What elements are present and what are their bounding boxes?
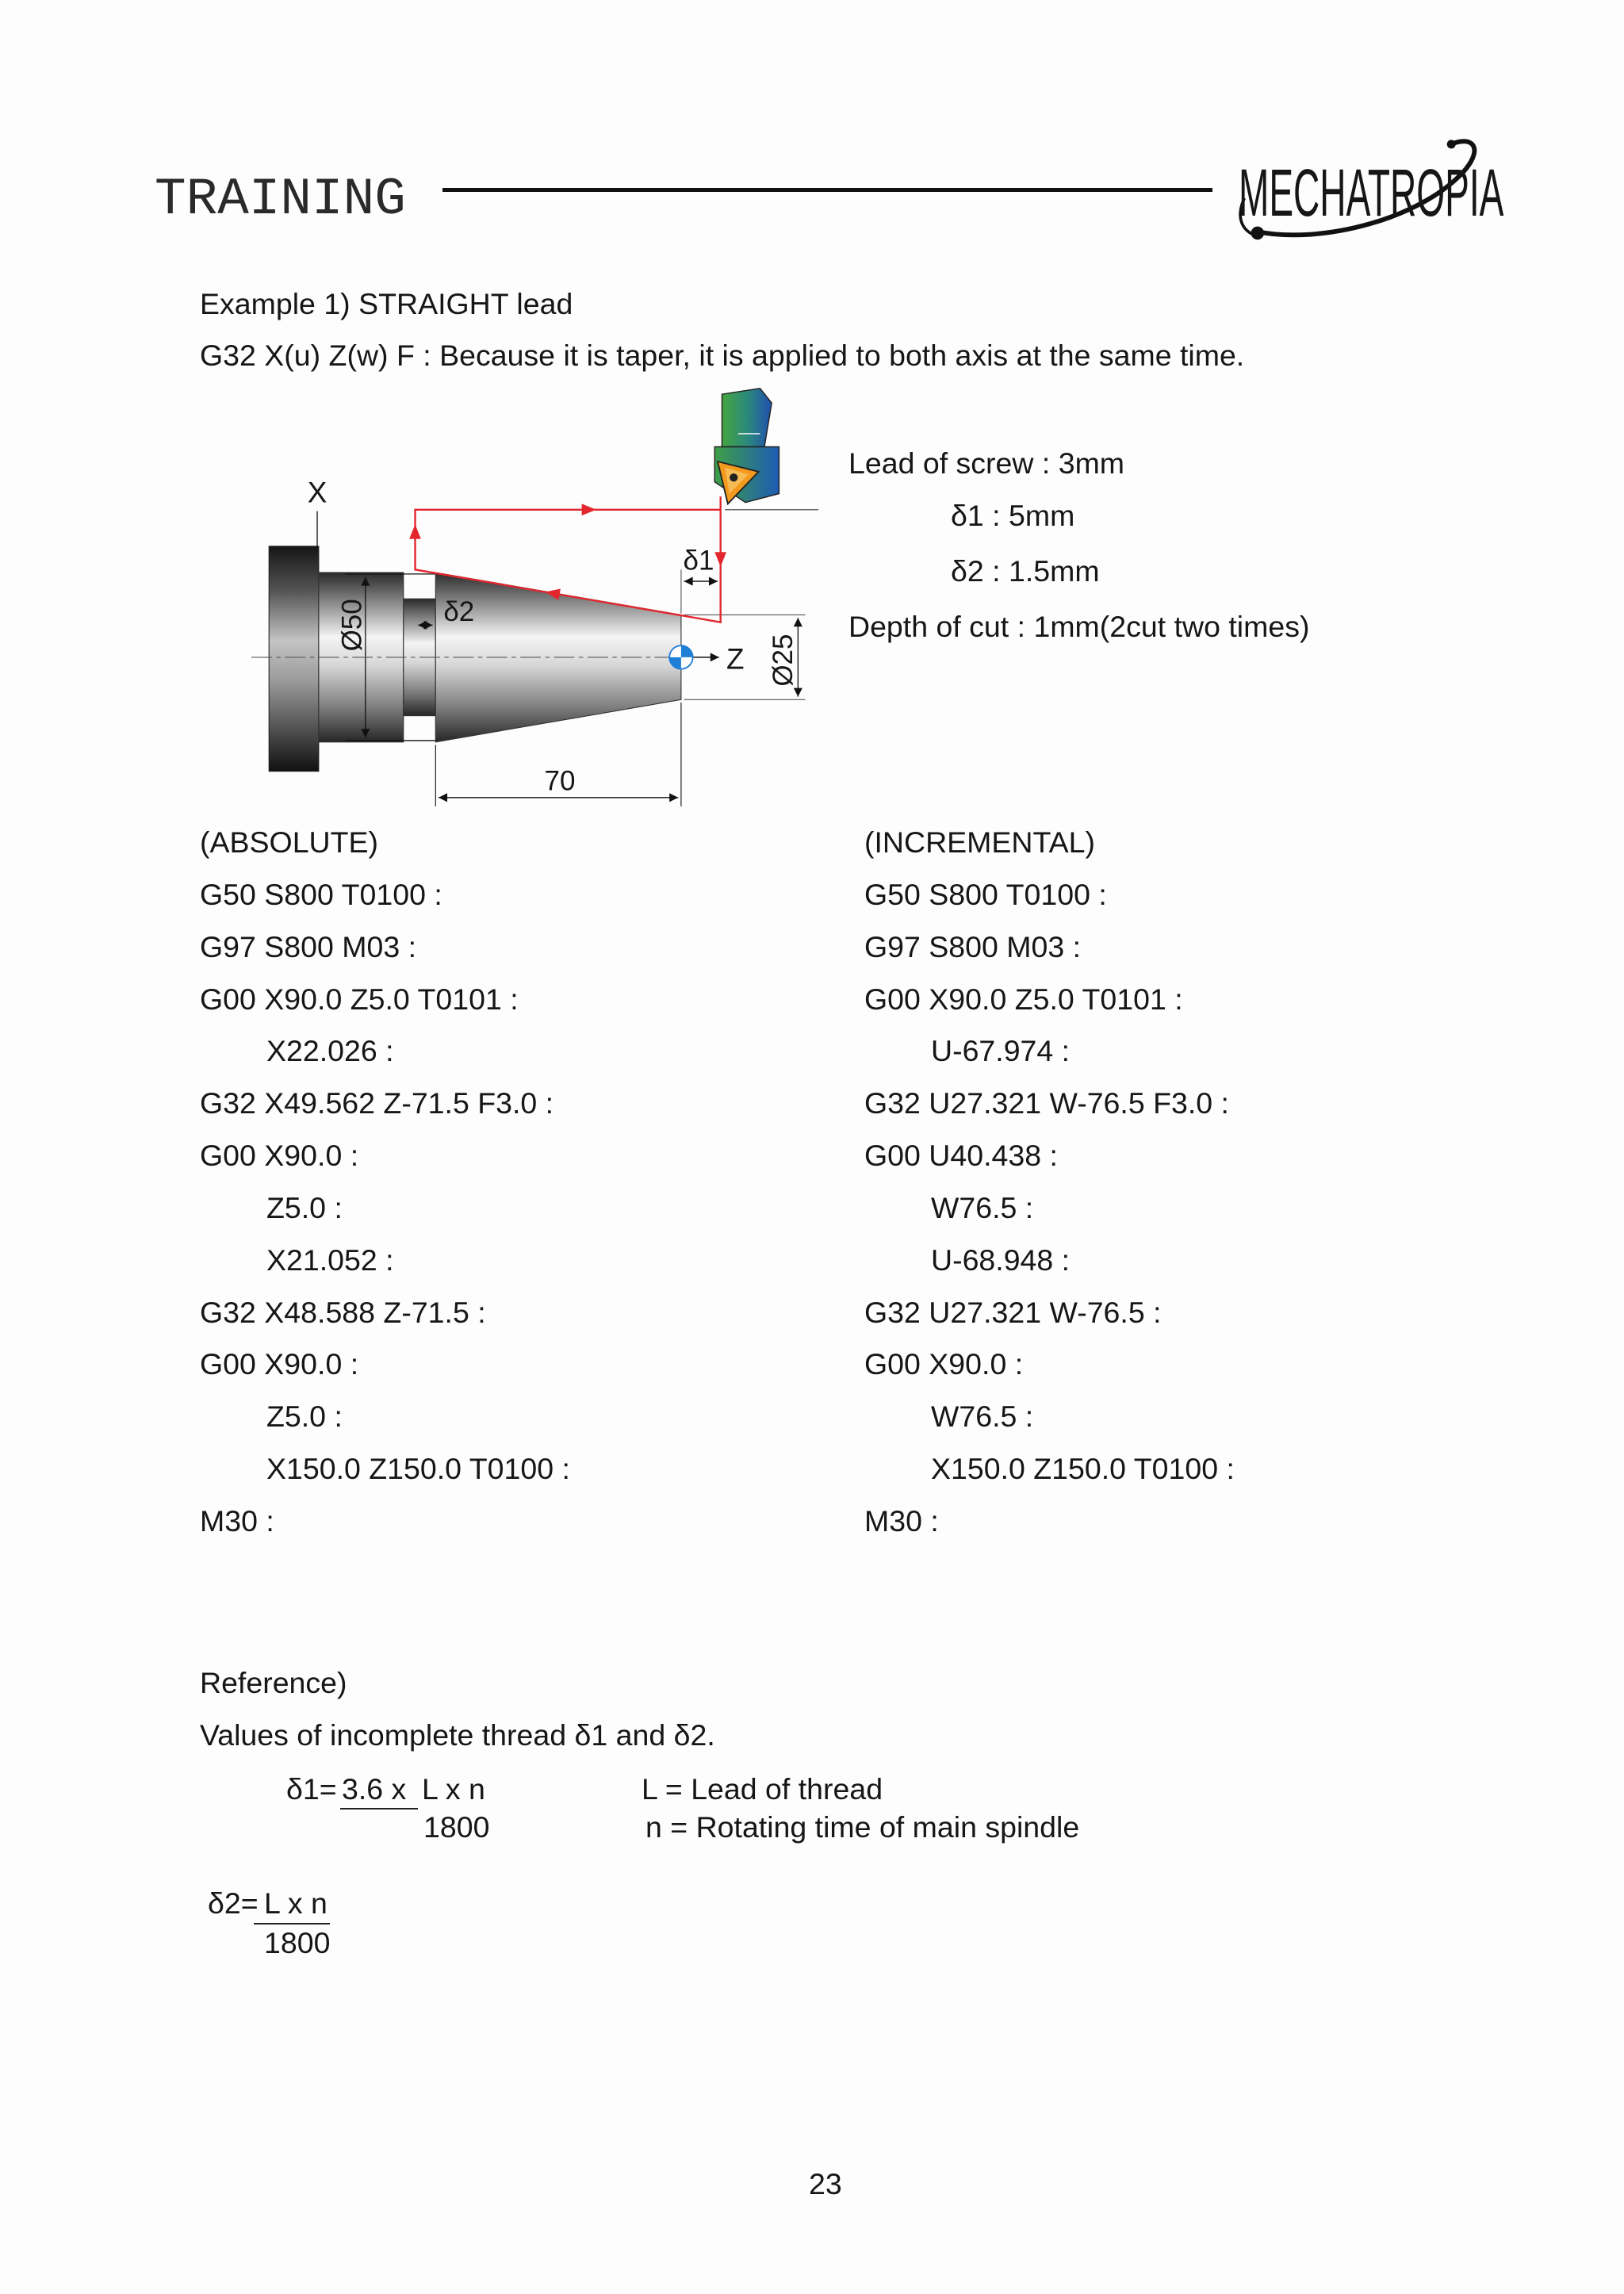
- incremental-program: [864, 817, 1235, 1548]
- program-heading: (INCREMENTAL): [864, 825, 1095, 859]
- tool-path-arrow-down: [714, 552, 726, 566]
- spec-depth-of-cut: Depth of cut : 1mm(2cut two times): [848, 610, 1310, 643]
- code-line: G32 U27.321 W-76.5 :: [864, 1295, 1162, 1329]
- large-diameter-label: Ø50: [336, 599, 368, 652]
- code-line: Z5.0 :: [266, 1190, 343, 1224]
- delta1-label: δ1: [683, 545, 714, 576]
- mechatropia-logo: [1234, 134, 1511, 251]
- code-line: W76.5 :: [931, 1190, 1034, 1224]
- spec-delta1: δ1 : 5mm: [951, 499, 1075, 532]
- code-line: M30 :: [864, 1503, 939, 1538]
- code-line: G32 X49.562 Z-71.5 F3.0 :: [200, 1086, 554, 1120]
- code-line: U-68.948 :: [931, 1243, 1071, 1277]
- header-rule: [442, 188, 1212, 192]
- logo-dot: [1447, 140, 1456, 148]
- delta2-formula-denominator: 1800: [264, 1926, 331, 1959]
- program-origin-marker: [669, 645, 692, 668]
- example-description: G32 X(u) Z(w) F : Because it is taper, it is applied to both axis at the same time.: [200, 339, 1245, 372]
- reference-intro: Values of incomplete thread δ1 and δ2.: [200, 1718, 715, 1752]
- length-label: 70: [544, 765, 576, 797]
- code-line: G97 S800 M03 :: [864, 929, 1082, 963]
- taper-thread-diagram: [234, 377, 848, 815]
- threading-tool: [714, 389, 779, 504]
- code-line: X150.0 Z150.0 T0100 :: [931, 1452, 1235, 1486]
- code-line: G50 S800 T0100 :: [864, 877, 1107, 911]
- code-line: G00 U40.438 :: [864, 1139, 1058, 1173]
- spec-delta2: δ2 : 1.5mm: [951, 554, 1100, 588]
- delta2-formula-lhs: δ2=: [208, 1886, 259, 1920]
- reference-heading: Reference): [200, 1666, 347, 1699]
- delta2-label: δ2: [443, 596, 475, 627]
- code-line: W76.5 :: [931, 1400, 1034, 1434]
- page-header-title: TRAINING: [155, 170, 406, 229]
- code-line: G00 X90.0 :: [200, 1139, 359, 1173]
- code-line: Z5.0 :: [266, 1400, 343, 1434]
- code-line: G97 S800 M03 :: [200, 929, 417, 963]
- fraction-bar: [254, 1923, 330, 1924]
- workpiece-flange: [269, 546, 319, 772]
- absolute-program: [200, 817, 570, 1548]
- tool-shank: [722, 389, 772, 447]
- x-axis-label: X: [307, 476, 327, 509]
- delta1-formula-coefficient: 3.6 x: [342, 1772, 407, 1806]
- fraction-bar: [340, 1808, 418, 1810]
- page-number: 23: [809, 2167, 842, 2200]
- code-line: G00 X90.0 Z5.0 T0101 :: [864, 982, 1183, 1016]
- spec-lead: Lead of screw : 3mm: [848, 446, 1125, 480]
- code-line: X150.0 Z150.0 T0100 :: [266, 1452, 570, 1486]
- code-line: G00 X90.0 :: [864, 1347, 1024, 1381]
- delta1-formula-numerator: L x n: [422, 1772, 485, 1806]
- code-line: M30 :: [200, 1503, 274, 1538]
- delta1-formula-lhs: δ1=: [286, 1772, 337, 1806]
- z-axis-label: Z: [726, 642, 745, 676]
- tool-path-arrow-right: [582, 504, 596, 515]
- code-line: G00 X90.0 :: [200, 1347, 359, 1381]
- delta1-formula-denominator: 1800: [423, 1810, 490, 1844]
- logo-text: MECHATROPIA: [1238, 154, 1504, 230]
- code-line: X21.052 :: [266, 1243, 394, 1277]
- example-title: Example 1) STRAIGHT lead: [200, 287, 573, 320]
- small-diameter-label: Ø25: [767, 634, 799, 687]
- legend-rotation: n = Rotating time of main spindle: [645, 1810, 1080, 1844]
- tool-path-arrow-up: [409, 524, 421, 538]
- code-line: G00 X90.0 Z5.0 T0101 :: [200, 982, 519, 1016]
- delta2-formula-numerator: L x n: [264, 1886, 327, 1920]
- program-heading: (ABSOLUTE): [200, 825, 379, 859]
- code-line: X22.026 :: [266, 1034, 394, 1068]
- legend-lead: L = Lead of thread: [642, 1772, 883, 1806]
- code-line: G32 X48.588 Z-71.5 :: [200, 1295, 486, 1329]
- code-line: G32 U27.321 W-76.5 F3.0 :: [864, 1086, 1229, 1120]
- code-line: U-67.974 :: [931, 1034, 1071, 1068]
- code-line: G50 S800 T0100 :: [200, 877, 442, 911]
